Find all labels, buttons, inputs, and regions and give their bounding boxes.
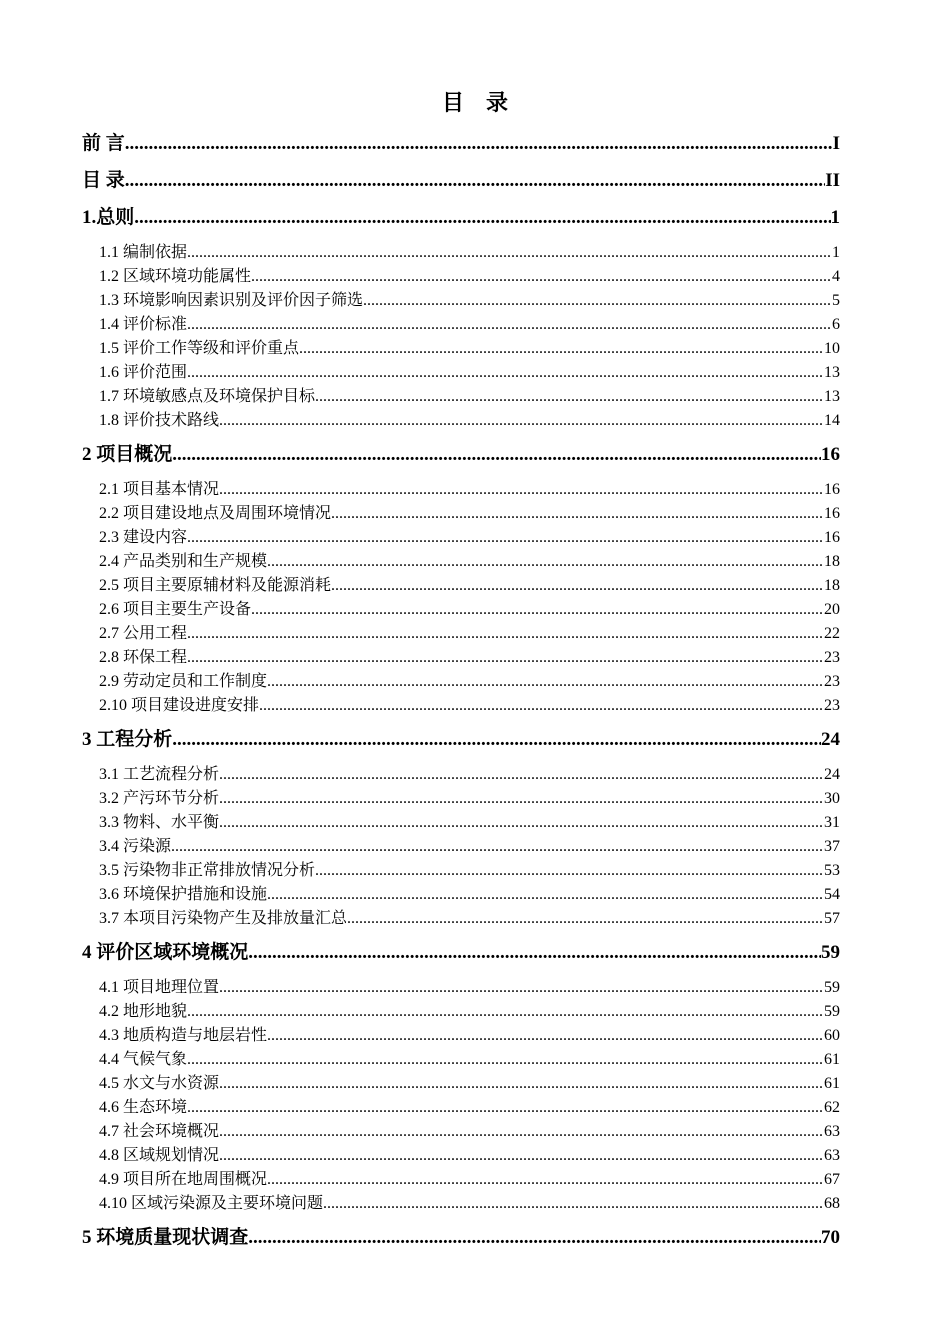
- toc-section-entry[interactable]: [99, 1118, 840, 1140]
- toc-page-number: 16: [824, 481, 840, 498]
- toc-section-entry[interactable]: [99, 263, 840, 285]
- toc-section-entry[interactable]: [99, 668, 840, 690]
- toc-entry-label: 4.6 生态环境: [99, 1099, 188, 1116]
- toc-page-number: I: [832, 133, 840, 154]
- toc-section-entry[interactable]: [99, 809, 840, 831]
- toc-section-entry[interactable]: [99, 998, 840, 1020]
- toc-dot-leader: [315, 388, 824, 406]
- toc-dot-leader: [347, 910, 824, 928]
- toc-section-entry[interactable]: [99, 1166, 840, 1188]
- toc-dot-leader: [219, 1075, 824, 1093]
- toc-dot-leader: [187, 1051, 824, 1069]
- toc-entry-label: 4.3 地质构造与地层岩性: [99, 1027, 268, 1044]
- toc-dot-leader: [187, 1099, 824, 1117]
- toc-dot-leader: [219, 481, 824, 499]
- toc-page-number: 6: [832, 316, 840, 333]
- toc-page-number: 61: [824, 1051, 840, 1068]
- toc-dot-leader: [259, 697, 824, 715]
- toc-chapter-entry[interactable]: [82, 128, 840, 154]
- toc-entry-label: 1.1 编制依据: [99, 244, 188, 261]
- toc-entry-label: 1.总则: [82, 207, 135, 228]
- toc-entry-label: 1.5 评价工作等级和评价重点: [99, 340, 300, 357]
- toc-entry-label: 4.2 地形地貌: [99, 1003, 188, 1020]
- toc-section-entry[interactable]: [99, 974, 840, 996]
- toc-dot-leader: [219, 412, 824, 430]
- toc-entry-label: 4.5 水文与水资源: [99, 1075, 220, 1092]
- toc-section-entry[interactable]: [99, 833, 840, 855]
- toc-entry-label: 目 录: [82, 170, 125, 191]
- toc-section-entry[interactable]: [99, 1094, 840, 1116]
- toc-entry-label: 3.2 产污环节分析: [99, 790, 220, 807]
- toc-section-entry[interactable]: [99, 287, 840, 309]
- toc-page-number: 31: [824, 814, 840, 831]
- toc-page-number: 70: [821, 1227, 840, 1248]
- toc-entry-label: 2 项目概况: [82, 444, 173, 465]
- toc-dot-leader: [267, 1027, 824, 1045]
- toc-page-number: 5: [832, 292, 840, 309]
- toc-section-entry[interactable]: [99, 548, 840, 570]
- toc-page-number: 16: [821, 444, 840, 465]
- toc-page-number: 16: [824, 529, 840, 546]
- toc-page-number: 16: [824, 505, 840, 522]
- toc-entry-label: 2.10 项目建设进度安排: [99, 697, 260, 714]
- toc-dot-leader: [187, 1003, 824, 1021]
- toc-section-entry[interactable]: [99, 761, 840, 783]
- toc-entry-label: 3.4 污染源: [99, 838, 172, 855]
- toc-entry-label: 1.6 评价范围: [99, 364, 188, 381]
- toc-section-entry[interactable]: [99, 335, 840, 357]
- toc-title: 目 录: [441, 90, 508, 115]
- toc-page-number: 14: [824, 412, 840, 429]
- toc-chapter-entry[interactable]: [82, 202, 840, 228]
- toc-entry-label: 3.3 物料、水平衡: [99, 814, 220, 831]
- toc-entry-label: 2.2 项目建设地点及周围环境情况: [99, 505, 332, 522]
- toc-entry-label: 3.5 污染物非正常排放情况分析: [99, 862, 316, 879]
- toc-page-number: 60: [824, 1027, 840, 1044]
- toc-entry-label: 3.1 工艺流程分析: [99, 766, 220, 783]
- toc-dot-leader: [134, 207, 830, 229]
- toc-entry-label: 2.9 劳动定员和工作制度: [99, 673, 268, 690]
- toc-entry-label: 1.8 评价技术路线: [99, 412, 220, 429]
- toc-page-number: 57: [824, 910, 840, 927]
- toc-entry-label: 前 言: [82, 133, 125, 154]
- toc-dot-leader: [187, 529, 824, 547]
- toc-chapter-entry[interactable]: [82, 724, 840, 750]
- toc-entry-label: 4.8 区域规划情况: [99, 1147, 220, 1164]
- toc-dot-leader: [125, 133, 833, 155]
- toc-section-entry[interactable]: [99, 785, 840, 807]
- toc-page-number: 59: [821, 942, 840, 963]
- toc-dot-leader: [219, 766, 824, 784]
- toc-dot-leader: [267, 1171, 824, 1189]
- toc-section-entry[interactable]: [99, 596, 840, 618]
- toc-entry-label: 2.3 建设内容: [99, 529, 188, 546]
- toc-page-number: 30: [824, 790, 840, 807]
- toc-dot-leader: [219, 814, 824, 832]
- toc-page-number: 37: [824, 838, 840, 855]
- toc-dot-leader: [187, 244, 832, 262]
- toc-section-entry[interactable]: [99, 524, 840, 546]
- toc-entry-label: 2.5 项目主要原辅材料及能源消耗: [99, 577, 332, 594]
- toc-page-number: 18: [824, 553, 840, 570]
- toc-section-entry[interactable]: [99, 239, 840, 261]
- toc-page-number: 10: [824, 340, 840, 357]
- toc-page-number: 24: [821, 729, 840, 750]
- toc-entry-label: 4 评价区域环境概况: [82, 942, 249, 963]
- toc-section-entry[interactable]: [99, 1070, 840, 1092]
- toc-dot-leader: [172, 729, 821, 751]
- toc-dot-leader: [219, 979, 824, 997]
- toc-page-number: 63: [824, 1123, 840, 1140]
- toc-entry-label: 4.4 气候气象: [99, 1051, 188, 1068]
- toc-dot-leader: [248, 942, 821, 964]
- toc-section-entry[interactable]: [99, 311, 840, 333]
- toc-entry-label: 4.1 项目地理位置: [99, 979, 220, 996]
- toc-dot-leader: [187, 625, 824, 643]
- toc-dot-leader: [219, 790, 824, 808]
- toc-chapter-entry[interactable]: [82, 1222, 840, 1248]
- toc-section-entry[interactable]: [99, 1022, 840, 1044]
- toc-entry-label: 1.7 环境敏感点及环境保护目标: [99, 388, 316, 405]
- toc-page-number: 22: [824, 625, 840, 642]
- toc-section-entry[interactable]: [99, 1190, 840, 1212]
- toc-page-number: 20: [824, 601, 840, 618]
- toc-entry-label: 3 工程分析: [82, 729, 173, 750]
- toc-dot-leader: [187, 649, 824, 667]
- toc-section-entry[interactable]: [99, 692, 840, 714]
- toc-entry-label: 1.3 环境影响因素识别及评价因子筛选: [99, 292, 364, 309]
- toc-page-number: 13: [824, 364, 840, 381]
- toc-chapter-entry[interactable]: [82, 165, 840, 191]
- toc-entry-label: 1.2 区域环境功能属性: [99, 268, 252, 285]
- toc-dot-leader: [363, 292, 832, 310]
- toc-page-number: 68: [824, 1195, 840, 1212]
- toc-dot-leader: [172, 444, 821, 466]
- toc-page-number: II: [825, 170, 840, 191]
- toc-dot-leader: [331, 577, 824, 595]
- toc-page-number: 1: [830, 207, 840, 228]
- toc-dot-leader: [251, 268, 832, 286]
- toc-page-number: 53: [824, 862, 840, 879]
- toc-page-number: 59: [824, 1003, 840, 1020]
- toc-dot-leader: [125, 170, 825, 192]
- toc-dot-leader: [315, 862, 824, 880]
- toc-dot-leader: [323, 1195, 824, 1213]
- toc-page-number: 23: [824, 673, 840, 690]
- toc-entry-label: 4.10 区域污染源及主要环境问题: [99, 1195, 324, 1212]
- toc-dot-leader: [219, 1147, 824, 1165]
- toc-section-entry[interactable]: [99, 500, 840, 522]
- toc-page-number: 61: [824, 1075, 840, 1092]
- toc-dot-leader: [267, 673, 824, 691]
- toc-page-number: 4: [832, 268, 840, 285]
- toc-dot-leader: [187, 364, 824, 382]
- toc-dot-leader: [251, 601, 824, 619]
- toc-page-number: 67: [824, 1171, 840, 1188]
- toc-page-number: 24: [824, 766, 840, 783]
- toc-chapter-entry[interactable]: [82, 937, 840, 963]
- toc-entry-label: 2.1 项目基本情况: [99, 481, 220, 498]
- toc-dot-leader: [267, 886, 824, 904]
- toc-section-entry[interactable]: [99, 359, 840, 381]
- toc-entry-label: 2.8 环保工程: [99, 649, 188, 666]
- toc-entry-label: 2.7 公用工程: [99, 625, 188, 642]
- toc-entry-label: 2.6 项目主要生产设备: [99, 601, 252, 618]
- toc-entry-label: 1.4 评价标准: [99, 316, 188, 333]
- toc-section-entry[interactable]: [99, 572, 840, 594]
- toc-entry-label: 4.7 社会环境概况: [99, 1123, 220, 1140]
- toc-dot-leader: [267, 553, 824, 571]
- toc-section-entry[interactable]: [99, 383, 840, 405]
- toc-section-entry[interactable]: [99, 905, 840, 927]
- toc-dot-leader: [187, 316, 832, 334]
- toc-page-number: 59: [824, 979, 840, 996]
- toc-page-number: 1: [832, 244, 840, 261]
- toc-entry-label: 2.4 产品类别和生产规模: [99, 553, 268, 570]
- toc-section-entry[interactable]: [99, 1046, 840, 1068]
- toc-chapter-entry[interactable]: [82, 439, 840, 465]
- toc-entry-label: 4.9 项目所在地周围概况: [99, 1171, 268, 1188]
- toc-entry-label: 3.7 本项目污染物产生及排放量汇总: [99, 910, 348, 927]
- toc-dot-leader: [331, 505, 824, 523]
- toc-dot-leader: [219, 1123, 824, 1141]
- toc-section-entry[interactable]: [99, 644, 840, 666]
- toc-page-number: 18: [824, 577, 840, 594]
- toc-page-number: 63: [824, 1147, 840, 1164]
- toc-section-entry[interactable]: [99, 476, 840, 498]
- toc-page-number: 13: [824, 388, 840, 405]
- toc-page-number: 23: [824, 649, 840, 666]
- toc-entry-label: 3.6 环境保护措施和设施: [99, 886, 268, 903]
- toc-page-number: 62: [824, 1099, 840, 1116]
- toc-section-entry[interactable]: [99, 881, 840, 903]
- toc-dot-leader: [299, 340, 824, 358]
- toc-dot-leader: [248, 1227, 821, 1249]
- toc-dot-leader: [171, 838, 824, 856]
- toc-section-entry[interactable]: [99, 407, 840, 429]
- toc-page-number: 54: [824, 886, 840, 903]
- toc-section-entry[interactable]: [99, 1142, 840, 1164]
- toc-section-entry[interactable]: [99, 620, 840, 642]
- toc-section-entry[interactable]: [99, 857, 840, 879]
- toc-page-number: 23: [824, 697, 840, 714]
- toc-entry-label: 5 环境质量现状调查: [82, 1227, 249, 1248]
